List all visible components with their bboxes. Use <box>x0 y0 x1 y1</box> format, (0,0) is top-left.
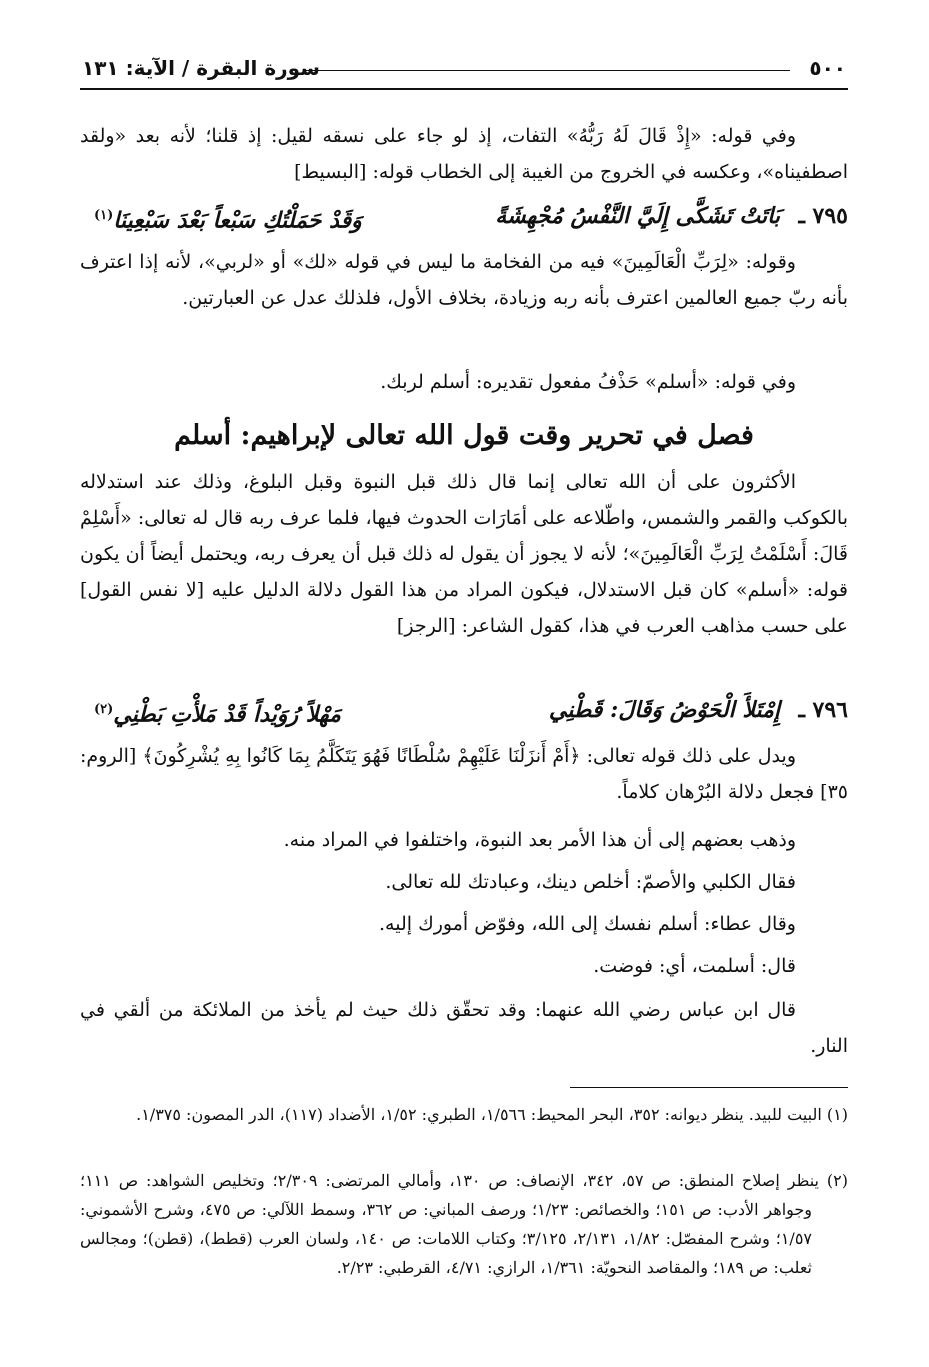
paragraph-text: وفي قوله: «إِذْ قَالَ لَهُ رَبُّهُ» التفات، إذ لو جاء على نسقه لقيل: إذ قلنا؛ لأنه بعد «ولقد اصطفيناه»، وعكسه في الخروج من الغيبة إلى الخطاب قوله: [البسيط] <box>80 125 848 183</box>
paragraph-7 <box>80 864 848 900</box>
paragraph-2 <box>80 244 848 316</box>
verse-number: ٧٩٥ ـ <box>798 203 848 229</box>
verse-795 <box>80 196 848 236</box>
page-number: ٥٠٠ <box>809 56 846 80</box>
header-title: سورة البقرة / الآية: ١٣١ <box>82 56 320 80</box>
running-header <box>80 48 848 90</box>
footnote-marker: (١) <box>94 208 114 223</box>
verse-second-hemistich <box>94 196 362 240</box>
footnote-1 <box>80 1100 848 1129</box>
paragraph-text: قال ابن عباس رضي الله عنهما: وقد تحقّق ذلك حيث لم يأخذ من الملائكة من ألقي في النار. <box>80 999 848 1057</box>
verse-second-text: وَقَدْ حَمَلْتُكِ سَبْعاً بَعْدَ سَبْعِينَا <box>113 207 362 234</box>
header-rule <box>305 70 790 71</box>
verse-number: ٧٩٦ ـ <box>798 697 848 723</box>
paragraph-10 <box>80 992 848 1064</box>
footnote-2 <box>80 1166 848 1282</box>
section-heading: فصل في تحرير وقت قول الله تعالى لإبراهيم: أسلم <box>174 420 754 451</box>
footnote-marker: (٢) <box>94 702 114 717</box>
paragraph-text: فقال الكلبي والأصمّ: أخلص دينك، وعبادتك لله تعالى. <box>385 871 796 893</box>
paragraph-8 <box>80 906 848 942</box>
verse-first-hemistich: إِمْتَلأَ الْحَوْضُ وَقَالَ: قَطْنِي <box>548 697 780 723</box>
footnote-separator <box>570 1087 848 1088</box>
paragraph-5 <box>80 738 848 810</box>
verse-second-hemistich <box>94 690 341 734</box>
footnote-text: (١) البيت للبيد. ينظر ديوانه: ٣٥٢، البحر المحيط: ١/٥٦٦، الطبري: ١/٥٢، الأضداد (١١٧)، الدر المصون: ١/٣٧٥. <box>136 1105 848 1124</box>
paragraph-text: وذهب بعضهم إلى أن هذا الأمر بعد النبوة، واختلفوا في المراد منه. <box>283 829 796 851</box>
paragraph-text: الأكثرون على أن الله تعالى إنما قال ذلك قبل النبوة وقبل البلوغ، وذلك عند استدلاله بالكوكب والقمر والشمس، واطّلاعه على أمَارَات الحدوث فيها، فلما عرف ربه قال له تعالى: «أَسْلِمْ قَالَ: أَسْلَمْتُ لِرَبِّ الْعَالَمِينَ»؛ لأنه لا يجوز أن يقول له ذلك قبل أن يعرف ربه، ويحتمل أيضاً أن يكون قوله: «أسلم» كان قبل الاستدلال، فيكون المراد من هذا القول دلالة الدليل عليه [لا نفس القول] على حسب مذاهب العرب في هذا، كقول الشاعر: [الرجز] <box>80 471 848 637</box>
paragraph-text: وفي قوله: «أسلم» حَذْفُ مفعول تقديره: أسلم لربك. <box>380 371 796 393</box>
paragraph-1 <box>80 118 848 190</box>
verse-first-hemistich: بَاتَتْ تَشَكَّى إِلَيَّ النَّفْسُ مُجْهِشَةً <box>495 203 780 229</box>
paragraph-6 <box>80 822 848 858</box>
paragraph-4 <box>80 464 848 644</box>
paragraph-text: وقال عطاء: أسلم نفسك إلى الله، وفوّض أمورك إليه. <box>379 913 796 935</box>
paragraph-text: ويدل على ذلك قوله تعالى: ﴿أَمْ أَنزَلْنَا عَلَيْهِمْ سُلْطَانًا فَهُوَ يَتَكَلَّمُ بِمَا كَانُوا بِهِ يُشْرِكُونَ﴾ [الروم: ٣٥] فجعل دلالة البُرْهان كلاماً. <box>80 745 848 803</box>
footnote-text: (٢) ينظر إصلاح المنطق: ص ٥٧، ٣٤٢، الإنصاف: ص ١٣٠، وأمالي المرتضى: ٢/٣٠٩؛ وتخليص الشواهد: ص ١١١؛ وجواهر الأدب: ص ١٥١؛ والخصائص: ١/٢٣؛ ورصف المباني: ص ٣٦٢، وسمط اللآلي: ص ٤٧٥، وشرح الأشموني: ١/٥٧؛ وشرح المفصّل: ١/٨٢، ٢/١٣١، ٣/١٢٥؛ وكتاب اللامات: ص ١٤٠، ولسان العرب (قطط)، (قطن)؛ ومجالس ثعلب: ص ١٨٩؛ والمقاصد النحويّة: ١/٣٦١، الرازي: ٤/٧١، القرطبي: ٢/٢٣. <box>80 1171 849 1277</box>
verse-second-text: مَهْلاً رُوَيْداً قَدْ مَلأْتِ بَطْنِي <box>113 701 341 728</box>
paragraph-text: قال: أسلمت، أي: فوضت. <box>593 955 796 977</box>
verse-796 <box>80 690 848 730</box>
paragraph-3 <box>80 364 848 400</box>
paragraph-9 <box>80 948 848 984</box>
paragraph-text: وقوله: «لِرَبِّ الْعَالَمِينَ» فيه من الفخامة ما ليس في قوله «لك» أو «لربي»، لأنه إذا اعترف بأنه ربّ جميع العالمين اعترف بأنه ربه وزيادة، بخلاف الأول، فلذلك عدل عن العبارتين. <box>80 251 848 309</box>
